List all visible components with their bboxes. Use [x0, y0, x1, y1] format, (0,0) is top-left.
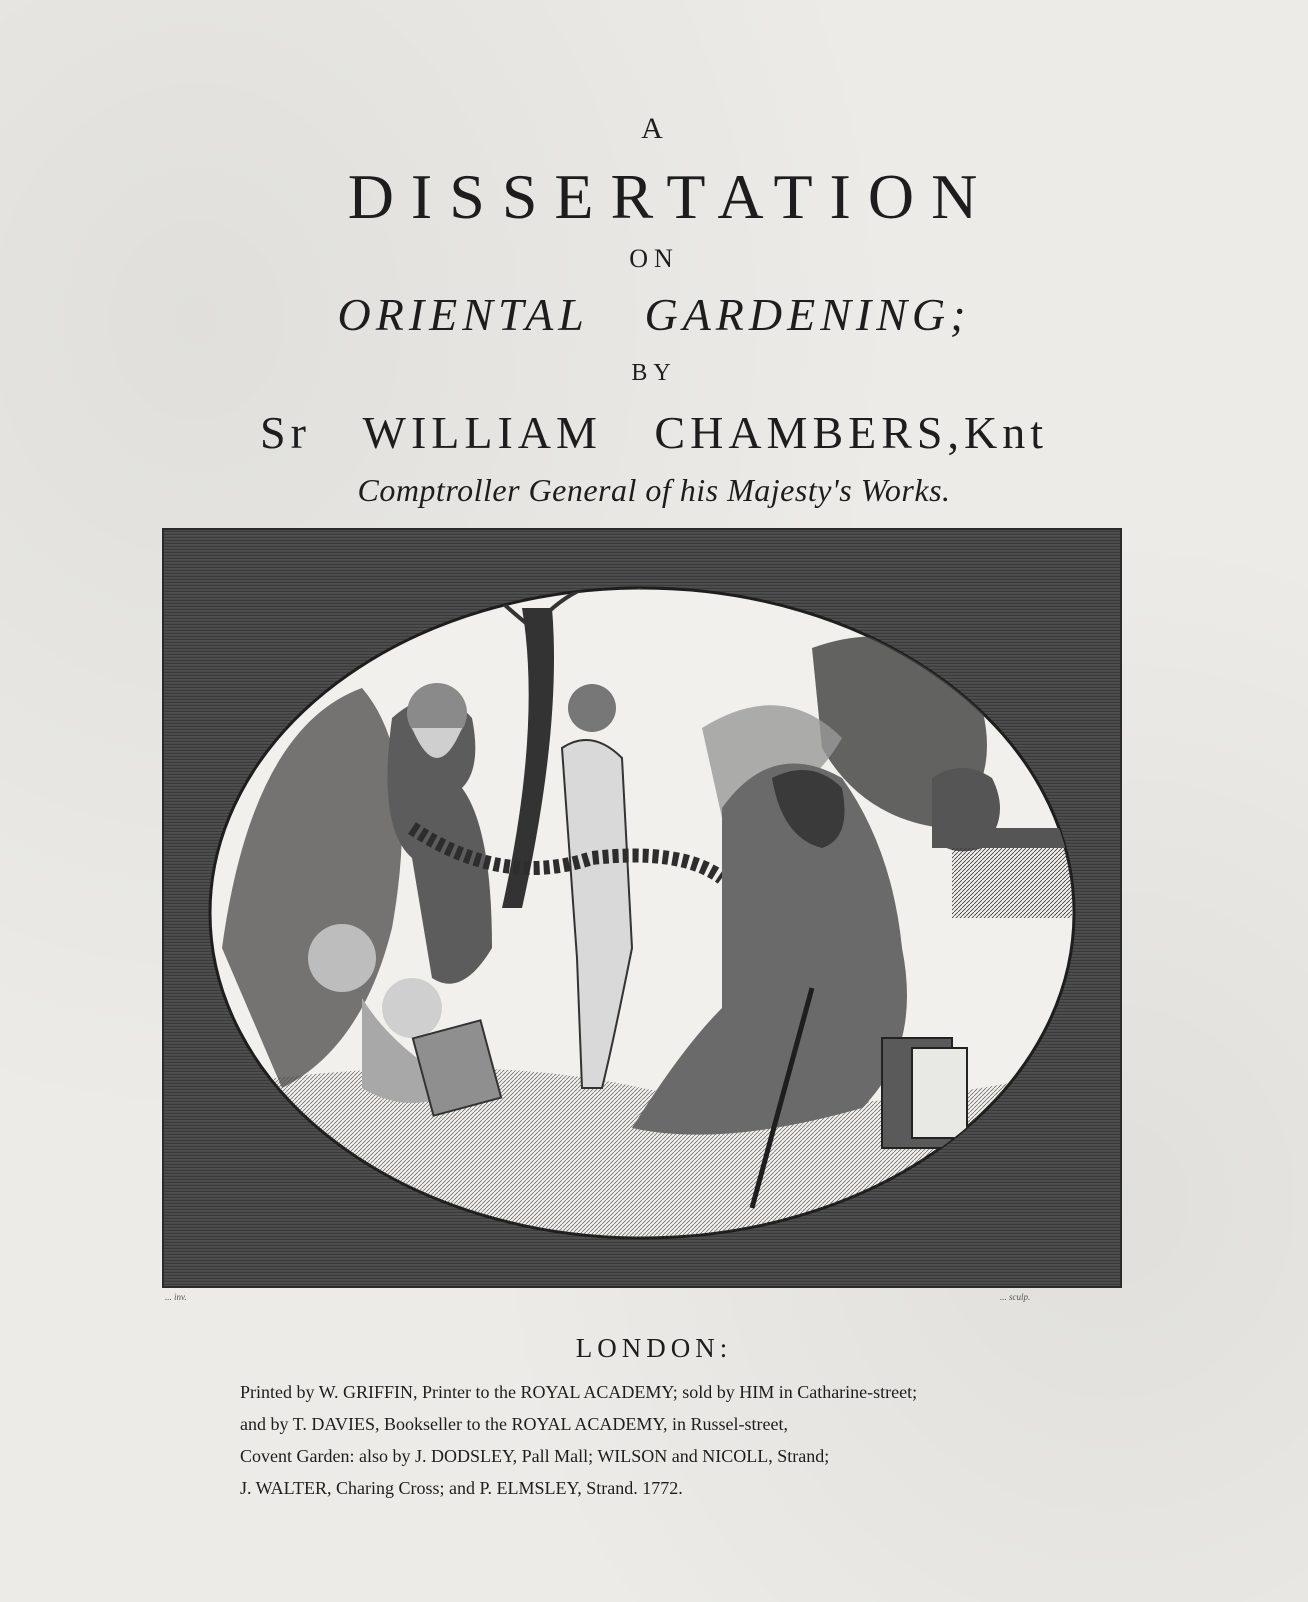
- engraving-caption-engraver: ... sculp.: [1000, 1292, 1031, 1302]
- imprint-line: Covent Garden: also by J. DODSLEY, Pall Mall; WILSON and NICOLL, Strand;: [240, 1446, 830, 1466]
- imprint-line: Printed by W. GRIFFIN, Printer to the ROYAL ACADEMY; sold by HIM in Catharine-street;: [240, 1382, 918, 1402]
- engraving-illustration: [162, 528, 1122, 1288]
- title-main: DISSERTATION: [347, 161, 995, 232]
- author-name: Sr WILLIAM CHAMBERS,Knt: [259, 407, 1048, 458]
- title-preposition: ON: [629, 244, 679, 273]
- author-office: Comptroller General of his Majesty's Works.: [357, 472, 951, 508]
- imprint-line: and by T. DAVIES, Bookseller to the ROYAL ACADEMY, in Russel-street,: [240, 1414, 788, 1434]
- title-by: BY: [631, 360, 677, 386]
- imprint-line: J. WALTER, Charing Cross; and P. ELMSLEY, Strand. 1772.: [240, 1478, 683, 1498]
- engraving-caption-designer: ... inv.: [165, 1292, 187, 1302]
- title-article: A: [641, 112, 667, 145]
- engraving-plate: [162, 528, 1122, 1288]
- title-subject: ORIENTAL GARDENING;: [337, 289, 971, 340]
- imprint-city: LONDON:: [575, 1333, 733, 1363]
